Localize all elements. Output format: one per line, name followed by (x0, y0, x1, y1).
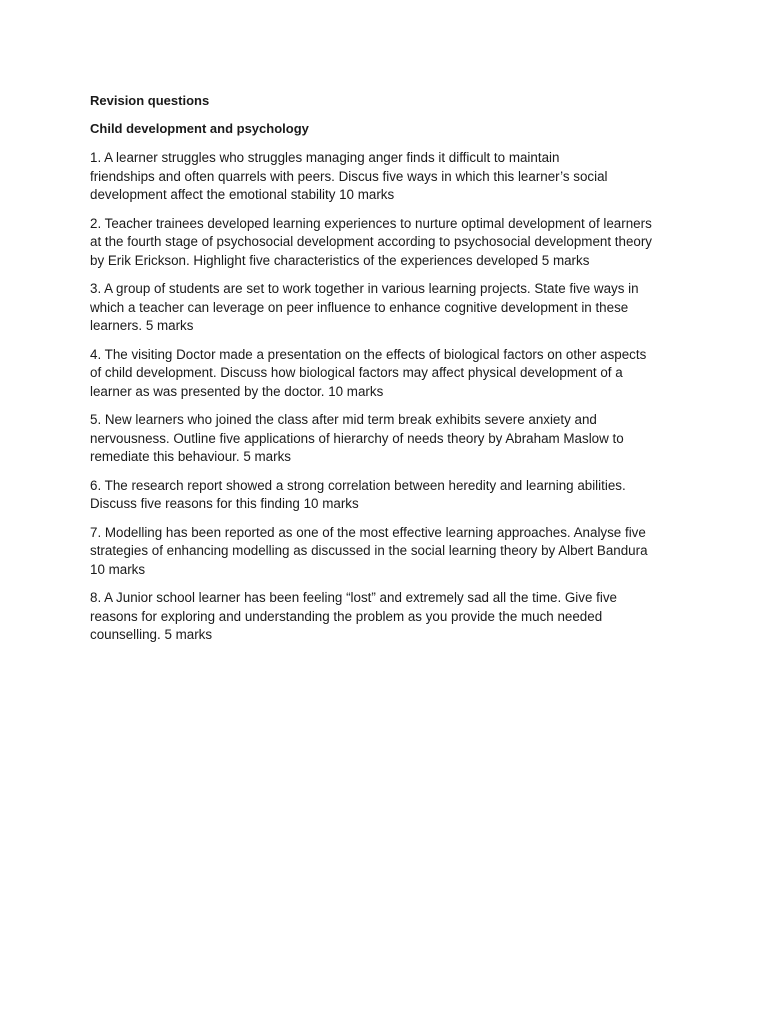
document-title: Revision questions (90, 93, 210, 108)
question-2: 2. Teacher trainees developed learning experiences to nurture optimal development of learners at the fourth stage of psychosocial development according to psychosocial development theory by Erik Erickson. Highlight five characteristics of the experiences developed 5 marks (90, 215, 652, 268)
question-7: 7. Modelling has been reported as one of the most effective learning approaches. Analyse five strategies of enhancing modelling as discussed in the social learning theory by Albert Bandura 10 marks (90, 524, 648, 577)
document-body (90, 92, 690, 655)
document-subtitle: Child development and psychology (90, 121, 309, 136)
question-4: 4. The visiting Doctor made a presentation on the effects of biological factors on other aspects of child development. Discuss how biological factors may affect physical development of a learner as was presented by the doctor. 10 marks (90, 346, 647, 399)
question-5: 5. New learners who joined the class after mid term break exhibits severe anxiety and nervousness. Outline five applications of hierarchy of needs theory by Abraham Maslow to remediate this behaviour. 5 marks (90, 412, 624, 464)
question-8: 8. A Junior school learner has been feeling “lost” and extremely sad all the time. Give five reasons for exploring and understanding the problem as you provide the much needed counselling. 5 marks (90, 590, 617, 642)
question-1: 1. A learner struggles who struggles managing anger finds it difficult to maintain friendships and often quarrels with peers. Discus five ways in which this learner’s social development affect the emotional stability 10 marks (90, 150, 608, 202)
question-6: 6. The research report showed a strong correlation between heredity and learning abilities. Discuss five reasons for this finding 10 marks (90, 477, 626, 511)
question-3: 3. A group of students are set to work together in various learning projects. State five ways in which a teacher can leverage on peer influence to enhance cognitive development in these learners. 5 marks (90, 281, 639, 333)
